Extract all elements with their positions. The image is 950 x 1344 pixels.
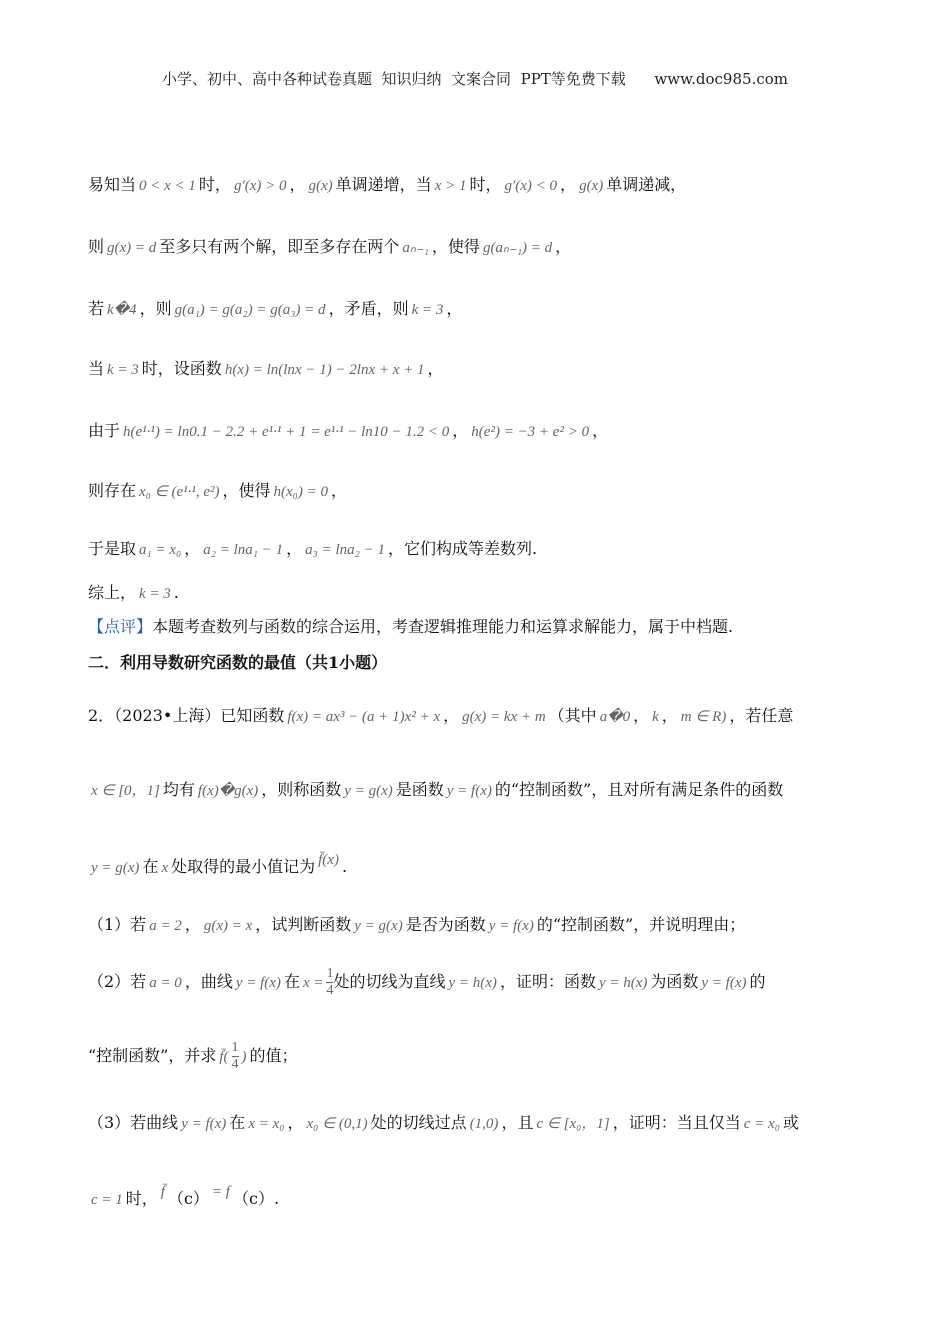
text: .: [173, 583, 179, 602]
text-line: [88, 172, 686, 195]
text: ，: [560, 175, 577, 194]
math: y = f(x): [446, 783, 492, 799]
math: g(x) = x: [203, 918, 253, 934]
text: 的: [749, 972, 766, 991]
text: ，: [443, 706, 460, 725]
text: 于是取: [88, 539, 137, 558]
math: y = g(x): [344, 783, 393, 799]
text: 时，设函数: [141, 359, 222, 378]
text-line: [88, 296, 462, 319]
math: y = f(x): [235, 975, 281, 991]
text: （c）: [167, 1189, 209, 1208]
text: ，曲线: [184, 972, 233, 991]
text: 易知当: [88, 175, 137, 194]
text: 当: [88, 359, 105, 378]
math: m ∈ R): [680, 709, 727, 725]
math: x₀ ∈ (0,1): [306, 1116, 368, 1132]
denominator: 4: [231, 1057, 239, 1072]
text: 则存在: [88, 481, 137, 500]
text: 的“控制函数”，且对所有满足条件的函数: [494, 780, 784, 799]
math: a₁ = x₀: [139, 542, 182, 558]
text: ，: [555, 237, 572, 256]
math: x > 1: [434, 178, 467, 194]
math: y = h(x): [598, 975, 648, 991]
text-line: [88, 356, 444, 379]
text-line: [88, 418, 608, 441]
math: h(x) = ln(lnx − 1) − 2lnx + x + 1: [224, 362, 425, 378]
math: a = 2: [149, 918, 182, 934]
text: 本题考查数列与函数的综合运用，考查逻辑推理能力和运算求解能力，属于中档题.: [152, 617, 734, 636]
text: 在: [229, 1113, 246, 1132]
numerator: 1: [326, 966, 334, 981]
text: 在: [142, 857, 159, 876]
text: （3）若曲线: [88, 1113, 179, 1132]
math: y = h(x): [448, 975, 497, 991]
text: 或: [782, 1113, 799, 1132]
section-heading: [88, 650, 387, 673]
text: 单调递增，当: [335, 175, 432, 194]
text: （1）若: [88, 915, 147, 934]
math: = f: [211, 1184, 230, 1200]
text: 时，: [469, 175, 502, 194]
math: g(aₙ₋₁) = d: [482, 240, 553, 256]
math: x₀ ∈ (e¹·¹, e²): [139, 484, 220, 500]
text: ，则称函数: [261, 780, 342, 799]
text: ，: [427, 359, 444, 378]
text: ，: [452, 421, 469, 440]
math: c = 1: [91, 1192, 123, 1208]
denominator: 4: [326, 983, 334, 998]
math: k = 3: [139, 586, 171, 602]
question-part-1: [88, 912, 745, 935]
fraction: [232, 1040, 239, 1073]
math: f̄: [160, 1184, 165, 1200]
text: 2．（2023•上海）已知函数: [88, 706, 285, 725]
math: 0 < x < 1: [139, 178, 196, 194]
text: 则: [88, 237, 105, 256]
math: g(x): [579, 178, 604, 194]
math: g(x) = d: [107, 240, 157, 256]
text: ，: [289, 175, 306, 194]
text-line: [88, 234, 571, 257]
text: 时，: [125, 1189, 158, 1208]
text: ，且: [501, 1113, 534, 1132]
text: ，矛盾，则: [328, 299, 409, 318]
text: 在: [283, 972, 300, 991]
question-line: [88, 703, 793, 726]
text: 的值；: [249, 1046, 298, 1065]
question-part-3-cont: [88, 1186, 279, 1209]
text: ，若任意: [729, 706, 794, 725]
math: k = 3: [411, 302, 444, 318]
math: c = x₀: [743, 1116, 780, 1132]
text: ，则: [139, 299, 172, 318]
math: g′(x) > 0: [233, 178, 287, 194]
math: x: [161, 860, 169, 876]
text: 处的切线为直线: [333, 972, 446, 991]
math: g′(x) < 0: [504, 178, 558, 194]
math: g(x): [308, 178, 333, 194]
math: y = f(x): [488, 918, 534, 934]
math: h(e¹·¹) = ln0.1 − 2.2 + e¹·¹ + 1 = e¹·¹ − ln10 − 1.2 < 0: [123, 424, 450, 440]
math: f(x) = ax³ − (a + 1)x² + x: [287, 709, 441, 725]
math: x =: [302, 975, 324, 991]
text-line: [88, 478, 347, 501]
text-line: [88, 580, 179, 603]
text: ，: [184, 915, 201, 934]
text: ，: [184, 539, 201, 558]
text: 处取得的最小值记为: [171, 857, 316, 876]
text: .: [341, 857, 348, 876]
text: ，试判断函数: [255, 915, 352, 934]
math: y = g(x): [354, 918, 403, 934]
text: 是否为函数: [405, 915, 486, 934]
math: a�0: [599, 709, 631, 725]
text: 为函数: [650, 972, 699, 991]
math: k�4: [107, 302, 137, 318]
text: ，: [446, 299, 463, 318]
math: f(x)�g(x): [197, 783, 259, 799]
math: g(a₁) = g(a₂) = g(a₃) = d: [174, 302, 326, 318]
math: c ∈ [x₀，1]: [536, 1116, 610, 1132]
text: ，它们构成等差数列.: [387, 539, 538, 558]
math: a₃ = lna₂ − 1: [305, 542, 385, 558]
text: 若: [88, 299, 105, 318]
text: 均有: [162, 780, 195, 799]
comment-tag: 【点评】: [88, 617, 153, 636]
text: ，使得: [431, 237, 480, 256]
math: k: [652, 709, 659, 725]
numerator: 1: [231, 1040, 239, 1055]
math: y = f(x): [701, 975, 747, 991]
math: a₂ = lna₁ − 1: [203, 542, 284, 558]
question-part-2: [88, 966, 766, 999]
text: ，: [633, 706, 650, 725]
text: 综上，: [88, 583, 137, 602]
text: 的“控制函数”，并说明理由；: [536, 915, 746, 934]
text: ，使得: [222, 481, 271, 500]
text-line: [88, 536, 537, 559]
math: g(x) = kx + m: [462, 709, 546, 725]
question-line: [88, 777, 783, 800]
text: （c）.: [232, 1189, 280, 1208]
text: “控制函数”，并求: [88, 1046, 217, 1065]
math: y = g(x): [91, 860, 140, 876]
text: 是函数: [395, 780, 444, 799]
text: ，: [661, 706, 678, 725]
text: 处的切线过点: [370, 1113, 467, 1132]
comment-line: [88, 614, 733, 637]
math: aₙ₋₁: [402, 240, 429, 256]
text: （其中: [548, 706, 597, 725]
text: ，证明：函数: [499, 972, 596, 991]
text: 至多只有两个解，即至多存在两个: [159, 237, 400, 256]
text: 由于: [88, 421, 121, 440]
text: （2）若: [88, 972, 147, 991]
text: 时，: [198, 175, 231, 194]
question-line: [88, 854, 347, 877]
math: x ∈ [0，1]: [91, 783, 160, 799]
text: 二．利用导数研究函数的最值（共1小题）: [88, 653, 388, 672]
text: ，: [592, 421, 609, 440]
question-part-2-cont: [88, 1040, 298, 1073]
math: h(x₀) = 0: [273, 484, 329, 500]
math: x = x₀: [248, 1116, 285, 1132]
math: h(e²) = −3 + e² > 0: [471, 424, 590, 440]
math: f̄(: [219, 1049, 229, 1065]
math: y = f(x): [181, 1116, 227, 1132]
text: ，: [287, 1113, 304, 1132]
text: ，: [286, 539, 303, 558]
question-part-3: [88, 1110, 799, 1133]
page-header: 小学、初中、高中各种试卷真题 知识归纳 文案合同 PPT等免费下载 www.doc985.com: [161, 70, 788, 88]
text: ，: [331, 481, 348, 500]
text: 单调递减，: [606, 175, 687, 194]
math: (1,0): [469, 1116, 499, 1132]
math: a = 0: [149, 975, 182, 991]
math: k = 3: [107, 362, 139, 378]
math: f̄(x): [318, 852, 339, 868]
text: ，证明：当且仅当: [612, 1113, 741, 1132]
math: ): [241, 1049, 247, 1065]
